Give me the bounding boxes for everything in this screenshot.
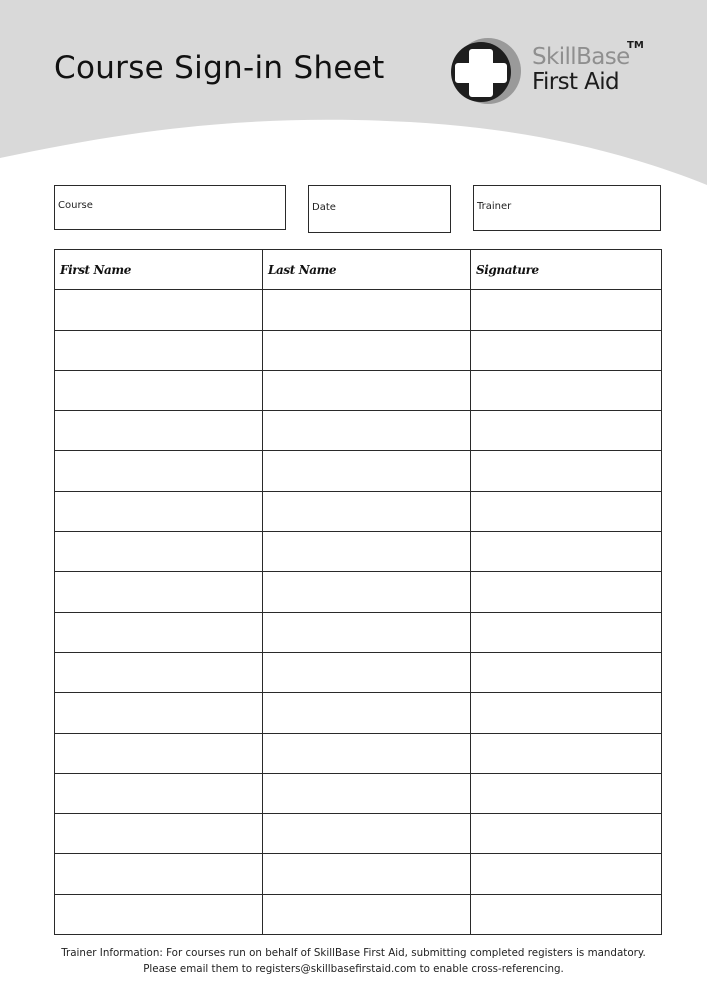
- course-label: Course: [58, 200, 93, 211]
- last-name-cell[interactable]: [263, 733, 471, 773]
- brand-logo: [446, 36, 656, 108]
- table-row: [55, 330, 662, 370]
- last-name-cell[interactable]: [263, 572, 471, 612]
- first-name-cell[interactable]: [55, 894, 263, 934]
- first-name-cell[interactable]: [55, 491, 263, 531]
- signature-cell[interactable]: [471, 370, 662, 410]
- last-name-cell[interactable]: [263, 532, 471, 572]
- last-name-cell[interactable]: [263, 773, 471, 813]
- signature-cell[interactable]: [471, 652, 662, 692]
- medical-cross-icon: [446, 36, 530, 106]
- last-name-cell[interactable]: [263, 854, 471, 894]
- last-name-cell[interactable]: [263, 290, 471, 330]
- first-name-cell[interactable]: [55, 814, 263, 854]
- first-name-cell[interactable]: [55, 411, 263, 451]
- table-header-row: [55, 250, 662, 290]
- last-name-cell[interactable]: [263, 451, 471, 491]
- signin-table: [54, 249, 662, 935]
- first-name-cell[interactable]: [55, 330, 263, 370]
- last-name-cell[interactable]: [263, 894, 471, 934]
- column-header-last-name: Last Name: [263, 250, 471, 290]
- table-row: [55, 290, 662, 330]
- signature-cell[interactable]: [471, 894, 662, 934]
- first-name-cell[interactable]: [55, 612, 263, 652]
- first-name-cell[interactable]: [55, 290, 263, 330]
- table-row: [55, 854, 662, 894]
- table-row: [55, 773, 662, 813]
- signature-cell[interactable]: [471, 491, 662, 531]
- trainer-label: Trainer: [477, 201, 512, 212]
- signature-cell[interactable]: [471, 773, 662, 813]
- first-name-cell[interactable]: [55, 693, 263, 733]
- signature-cell[interactable]: [471, 814, 662, 854]
- last-name-cell[interactable]: [263, 612, 471, 652]
- last-name-cell[interactable]: [263, 370, 471, 410]
- first-name-cell[interactable]: [55, 733, 263, 773]
- signature-cell[interactable]: [471, 411, 662, 451]
- table-row: [55, 572, 662, 612]
- signature-cell[interactable]: [471, 451, 662, 491]
- signature-cell[interactable]: [471, 532, 662, 572]
- logo-trademark: TM: [627, 40, 644, 51]
- table-row: [55, 733, 662, 773]
- table-body: [55, 290, 662, 935]
- course-field[interactable]: [54, 185, 286, 230]
- first-name-cell[interactable]: [55, 532, 263, 572]
- footer-line-1: Trainer Information: For courses run on behalf of SkillBase First Aid, submitting completed registers is mandatory.: [61, 947, 646, 959]
- table-row: [55, 451, 662, 491]
- first-name-cell[interactable]: [55, 652, 263, 692]
- logo-text-skillbase: SkillBase: [532, 44, 630, 70]
- last-name-cell[interactable]: [263, 491, 471, 531]
- table-row: [55, 532, 662, 572]
- signature-cell[interactable]: [471, 612, 662, 652]
- last-name-cell[interactable]: [263, 330, 471, 370]
- date-label: Date: [312, 202, 336, 213]
- table-row: [55, 693, 662, 733]
- last-name-cell[interactable]: [263, 411, 471, 451]
- signature-cell[interactable]: [471, 693, 662, 733]
- table-row: [55, 491, 662, 531]
- trainer-field[interactable]: [473, 185, 661, 231]
- logo-text-first-aid: First Aid: [532, 69, 620, 95]
- first-name-cell[interactable]: [55, 773, 263, 813]
- last-name-cell[interactable]: [263, 652, 471, 692]
- table-row: [55, 652, 662, 692]
- signature-cell[interactable]: [471, 733, 662, 773]
- signature-cell[interactable]: [471, 572, 662, 612]
- signature-cell[interactable]: [471, 290, 662, 330]
- last-name-cell[interactable]: [263, 814, 471, 854]
- footer-line-2: Please email them to registers@skillbasefirstaid.com to enable cross-referencing.: [143, 963, 564, 975]
- column-header-signature: Signature: [471, 250, 662, 290]
- column-header-first-name: First Name: [55, 250, 263, 290]
- last-name-cell[interactable]: [263, 693, 471, 733]
- first-name-cell[interactable]: [55, 451, 263, 491]
- signature-cell[interactable]: [471, 854, 662, 894]
- table-row: [55, 370, 662, 410]
- first-name-cell[interactable]: [55, 572, 263, 612]
- table-row: [55, 814, 662, 854]
- footer-note: [0, 945, 707, 977]
- signature-cell[interactable]: [471, 330, 662, 370]
- table-row: [55, 894, 662, 934]
- first-name-cell[interactable]: [55, 854, 263, 894]
- table-row: [55, 411, 662, 451]
- first-name-cell[interactable]: [55, 370, 263, 410]
- table-row: [55, 612, 662, 652]
- date-field[interactable]: [308, 185, 451, 233]
- page-title: Course Sign-in Sheet: [54, 50, 385, 86]
